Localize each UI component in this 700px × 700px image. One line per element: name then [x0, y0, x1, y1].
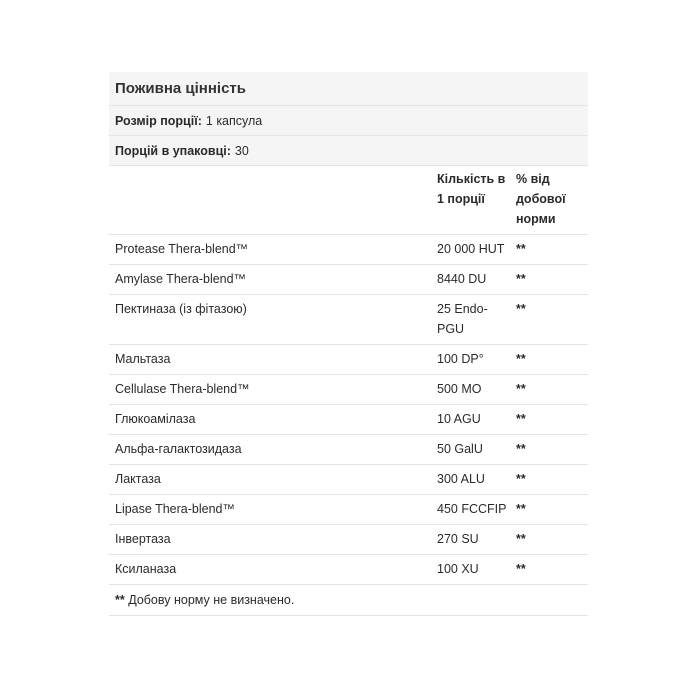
- ingredient-amount: 100 DP°: [437, 352, 484, 366]
- ingredient-daily-value: **: [516, 532, 526, 546]
- table-row: [109, 345, 588, 375]
- table-row: [109, 405, 588, 435]
- ingredient-daily-value: **: [516, 242, 526, 256]
- footnote-marker: **: [115, 593, 125, 607]
- ingredient-daily-value: **: [516, 502, 526, 516]
- ingredient-daily-value: **: [516, 442, 526, 456]
- ingredient-name: Альфа-галактозидаза: [115, 442, 242, 456]
- ingredient-daily-value: **: [516, 272, 526, 286]
- table-row: [109, 265, 588, 295]
- ingredient-rows: [109, 235, 588, 585]
- ingredient-name: Protease Thera-blend™: [115, 242, 249, 256]
- table-row: [109, 375, 588, 405]
- table-row: [109, 495, 588, 525]
- serving-size-value: 1 капсула: [205, 113, 263, 128]
- ingredient-name: Лактаза: [115, 472, 161, 486]
- ingredient-daily-value: **: [516, 412, 526, 426]
- table-row: [109, 525, 588, 555]
- table-row: [109, 295, 588, 345]
- serving-size-label: Розмір порції:: [115, 113, 202, 128]
- ingredient-name: Cellulase Thera-blend™: [115, 382, 250, 396]
- column-header-amount: Кількість в 1 порції: [437, 172, 506, 206]
- servings-per-container-value: 30: [234, 143, 249, 158]
- ingredient-amount: 270 SU: [437, 532, 479, 546]
- table-row: [109, 235, 588, 265]
- nutrition-title: Поживна цінність: [109, 72, 588, 106]
- ingredient-amount: 8440 DU: [437, 272, 487, 286]
- ingredient-daily-value: **: [516, 352, 526, 366]
- ingredient-amount: 100 XU: [437, 562, 479, 576]
- ingredient-amount: 50 GalU: [437, 442, 483, 456]
- ingredient-daily-value: **: [516, 562, 526, 576]
- ingredient-daily-value: **: [516, 302, 526, 316]
- ingredient-name: Мальтаза: [115, 352, 171, 366]
- serving-size-row: [109, 106, 588, 136]
- ingredient-amount: 300 ALU: [437, 472, 485, 486]
- column-header-daily-value: % від добової норми: [516, 172, 566, 226]
- column-header-ingredient: [109, 169, 437, 229]
- ingredient-name: Ксиланаза: [115, 562, 177, 576]
- footnote: [109, 585, 588, 616]
- ingredient-name: Інвертаза: [115, 532, 171, 546]
- column-headers: [109, 166, 588, 235]
- ingredient-daily-value: **: [516, 472, 526, 486]
- servings-per-container-label: Порцій в упаковці:: [115, 143, 231, 158]
- nutrition-facts-table: [109, 72, 588, 616]
- ingredient-name: Amylase Thera-blend™: [115, 272, 247, 286]
- table-row: [109, 555, 588, 585]
- ingredient-name: Lipase Thera-blend™: [115, 502, 235, 516]
- ingredient-daily-value: **: [516, 382, 526, 396]
- ingredient-amount: 500 MO: [437, 382, 482, 396]
- ingredient-amount: 10 AGU: [437, 412, 481, 426]
- table-row: [109, 465, 588, 495]
- table-row: [109, 435, 588, 465]
- ingredient-name: Глюкоамілаза: [115, 412, 196, 426]
- footnote-text: Добову норму не визначено.: [128, 593, 295, 607]
- servings-per-container-row: [109, 136, 588, 166]
- ingredient-amount: 450 FCCFIP: [437, 502, 507, 516]
- ingredient-name: Пектиназа (із фітазою): [115, 302, 247, 316]
- ingredient-amount: 20 000 HUT: [437, 242, 505, 256]
- ingredient-amount: 25 Endo-PGU: [437, 302, 488, 336]
